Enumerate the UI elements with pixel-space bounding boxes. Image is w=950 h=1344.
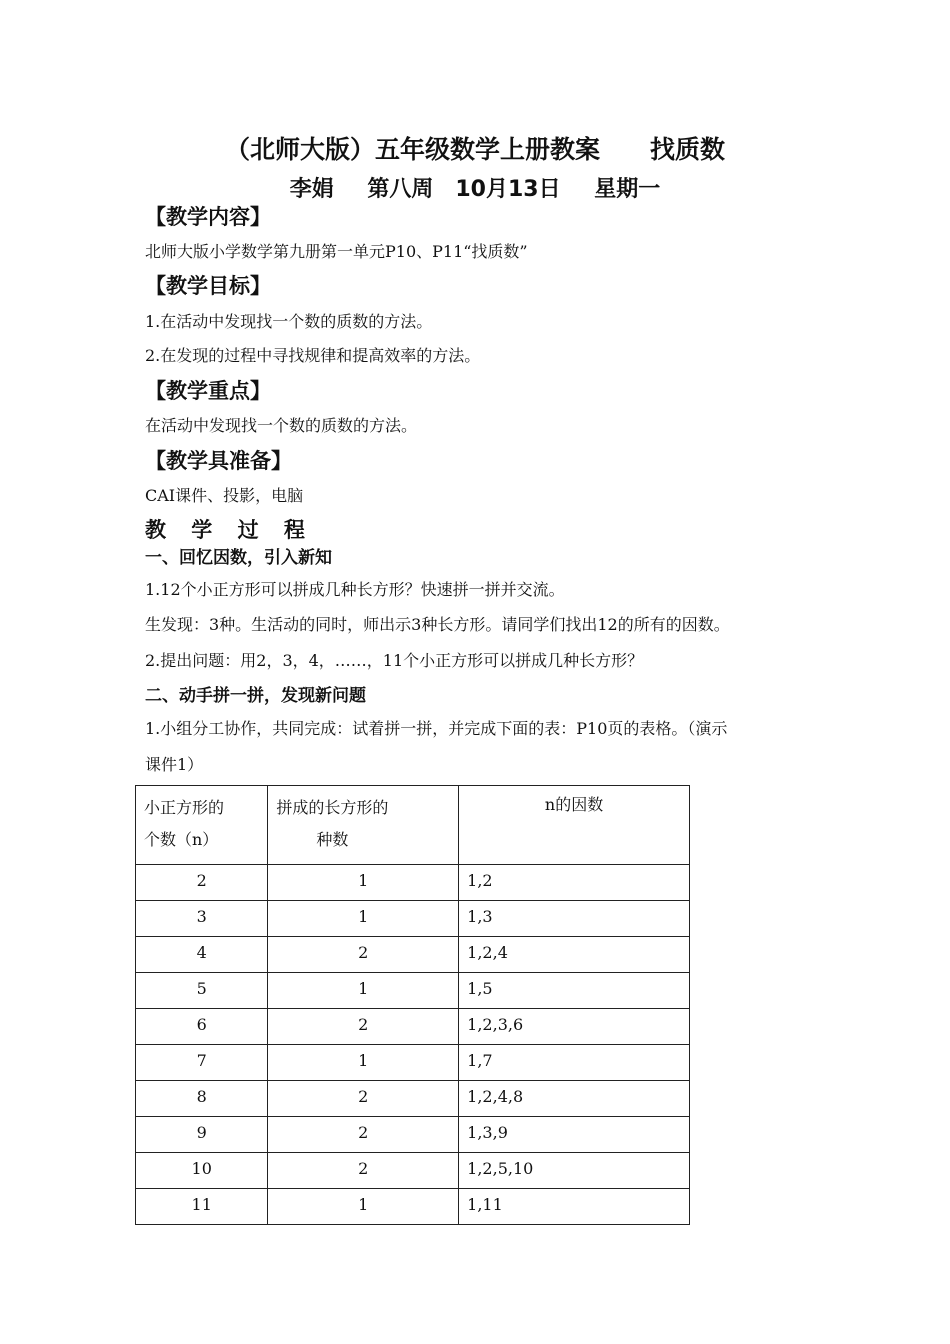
table-row	[136, 937, 690, 973]
table-row	[136, 1153, 690, 1189]
cell-kinds: 2	[268, 1153, 459, 1189]
cell-count: 2	[136, 865, 268, 901]
cell-count: 4	[136, 937, 268, 973]
cell-factors: 1,3	[459, 901, 690, 937]
cell-factors: 1,11	[459, 1189, 690, 1225]
cell-kinds: 2	[268, 1081, 459, 1117]
part1-line1: 1.12个小正方形可以拼成几种长方形？快速拼一拼并交流。	[145, 580, 565, 599]
content-heading: 【教学内容】	[145, 205, 271, 229]
cell-factors: 1,7	[459, 1045, 690, 1081]
cell-factors: 1,2,4,8	[459, 1081, 690, 1117]
cell-count: 6	[136, 1009, 268, 1045]
header-count-line2: 个数（n）	[144, 830, 219, 849]
goal-2: 2.在发现的过程中寻找规律和提高效率的方法。	[145, 346, 481, 365]
table-row	[136, 1045, 690, 1081]
header-kinds-line1: 拼成的长方形的	[276, 798, 389, 817]
goal-1: 1.在活动中发现找一个数的质数的方法。	[145, 312, 433, 331]
cell-kinds: 2	[268, 1117, 459, 1153]
cell-kinds: 2	[268, 1009, 459, 1045]
cell-factors: 1,5	[459, 973, 690, 1009]
cell-kinds: 1	[268, 1189, 459, 1225]
part2-line2: 课件1）	[145, 755, 204, 774]
header-count-line1: 小正方形的	[144, 798, 225, 817]
factors-table	[135, 785, 690, 1225]
cell-factors: 1,2	[459, 865, 690, 901]
cell-kinds: 1	[268, 1045, 459, 1081]
table-row	[136, 865, 690, 901]
cell-factors: 1,2,5,10	[459, 1153, 690, 1189]
cell-factors: 1,2,3,6	[459, 1009, 690, 1045]
cell-factors: 1,2,4	[459, 937, 690, 973]
header-kinds	[268, 786, 459, 865]
cell-count: 11	[136, 1189, 268, 1225]
header-factors: n的因数	[459, 786, 690, 865]
page-title: （北师大版）五年级数学上册教案 找质数	[224, 135, 725, 164]
part1-heading: 一、回忆因数，引入新知	[145, 548, 332, 568]
cell-count: 3	[136, 901, 268, 937]
key-heading: 【教学重点】	[145, 379, 271, 403]
cell-kinds: 1	[268, 973, 459, 1009]
cell-kinds: 1	[268, 865, 459, 901]
tools-text: CAI课件、投影，电脑	[145, 486, 304, 505]
cell-count: 7	[136, 1045, 268, 1081]
cell-kinds: 2	[268, 937, 459, 973]
part2-line1: 1.小组分工协作，共同完成：试着拼一拼，并完成下面的表：P10页的表格。（演示	[145, 719, 728, 738]
table-row	[136, 1009, 690, 1045]
cell-kinds: 1	[268, 901, 459, 937]
table-row	[136, 901, 690, 937]
cell-count: 5	[136, 973, 268, 1009]
cell-count: 9	[136, 1117, 268, 1153]
tools-heading: 【教学具准备】	[145, 449, 292, 473]
key-text: 在活动中发现找一个数的质数的方法。	[145, 416, 418, 435]
table-row	[136, 1081, 690, 1117]
cell-factors: 1,3,9	[459, 1117, 690, 1153]
page-subtitle: 李娟 第八周 10月13日 星期一	[289, 177, 661, 202]
process-heading: 教 学 过 程	[145, 518, 314, 542]
table-header-row	[136, 786, 690, 865]
header-count	[136, 786, 268, 865]
part2-heading: 二、动手拼一拼，发现新问题	[145, 686, 366, 706]
header-kinds-line2: 种数	[316, 830, 349, 849]
part1-line3: 2.提出问题：用2，3，4，……，11个小正方形可以拼成几种长方形？	[145, 651, 644, 670]
table-row	[136, 973, 690, 1009]
table-row	[136, 1189, 690, 1225]
cell-count: 8	[136, 1081, 268, 1117]
table-row	[136, 1117, 690, 1153]
part1-line2: 生发现：3种。生活动的同时，师出示3种长方形。请同学们找出12的所有的因数。	[145, 615, 730, 634]
cell-count: 10	[136, 1153, 268, 1189]
content-text: 北师大版小学数学第九册第一单元P10、P11“找质数”	[145, 242, 528, 261]
goals-heading: 【教学目标】	[145, 274, 271, 298]
